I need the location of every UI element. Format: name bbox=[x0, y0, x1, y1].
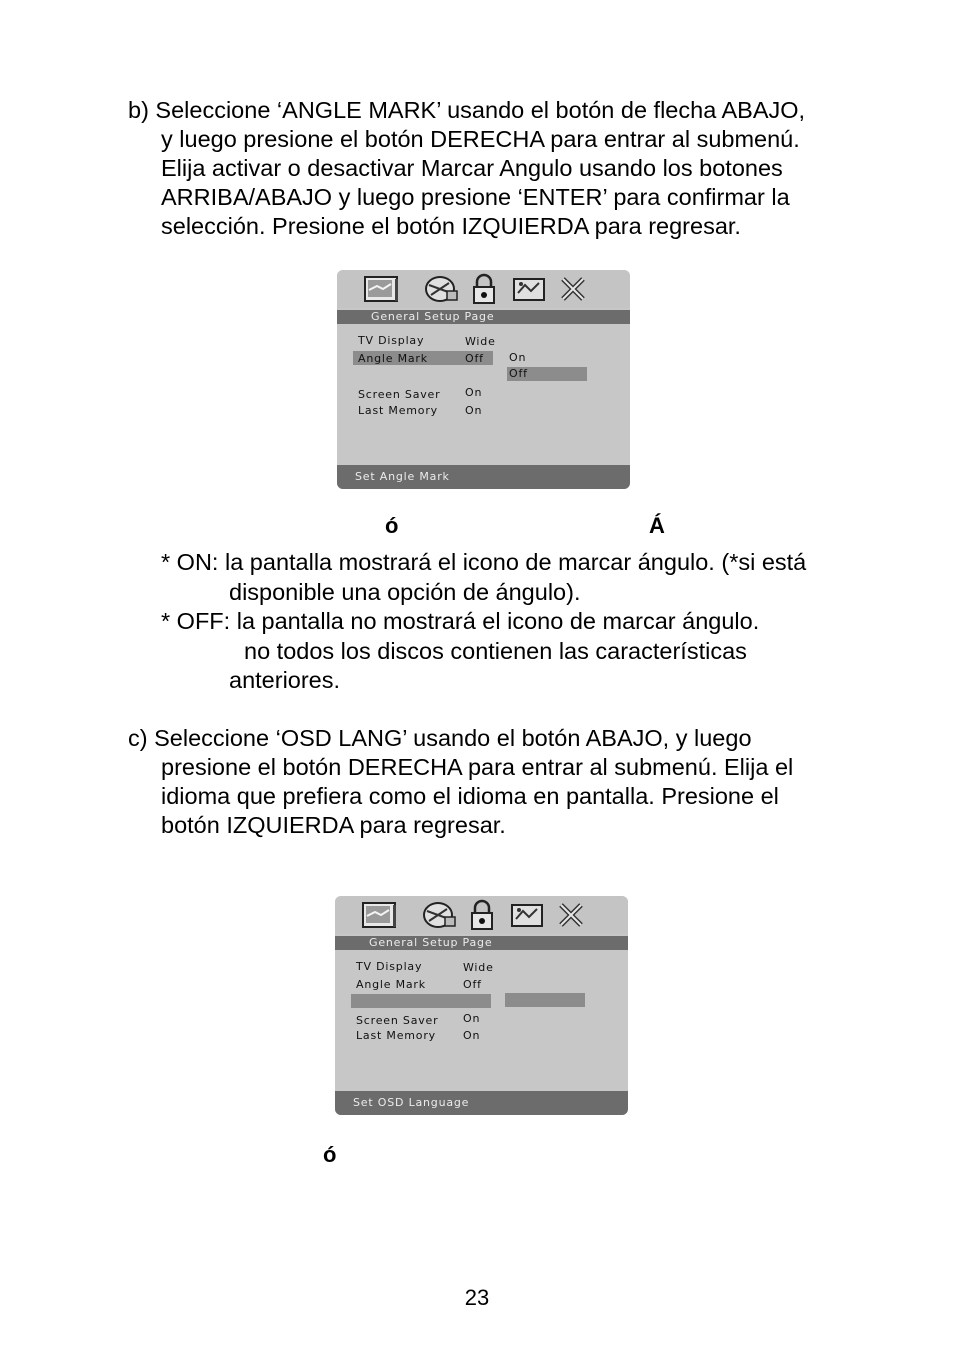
row-value-tv-display: Wide bbox=[465, 335, 496, 348]
row-label-tv-display[interactable]: TV Display bbox=[358, 334, 425, 347]
row-value-last-memory: On bbox=[465, 404, 483, 417]
row-label-screen-saver[interactable]: Screen Saver bbox=[356, 1014, 439, 1027]
osd-status-text: Set Angle Mark bbox=[355, 470, 450, 483]
row-value-screen-saver: On bbox=[465, 386, 483, 399]
section-c-line: idioma que prefiera como el idioma en pantalla. Presione el bbox=[161, 783, 779, 809]
osd-title: General Setup Page bbox=[369, 936, 493, 949]
osd-title-bar bbox=[337, 310, 630, 324]
section-c-text bbox=[128, 724, 793, 840]
row-value-angle-mark: Off bbox=[465, 352, 484, 365]
osd-menu-angle-mark bbox=[337, 270, 630, 489]
section-b-line: Elija activar o desactivar Marcar Angulo usando los botones bbox=[161, 155, 783, 181]
page-number: 23 bbox=[464, 1285, 490, 1310]
bullet-on: * ON: la pantalla mostrará el icono de marcar ángulo. (*si está bbox=[161, 549, 807, 575]
note-line: anteriores. bbox=[229, 667, 341, 693]
caption-fragment: ó bbox=[385, 513, 399, 538]
bullet-list bbox=[161, 548, 806, 696]
osd-icon-bar bbox=[337, 270, 630, 308]
osd-status-bar bbox=[335, 1091, 628, 1115]
row-value-screen-saver: On bbox=[463, 1012, 481, 1025]
section-c-line: botón IZQUIERDA para regresar. bbox=[161, 812, 506, 838]
audio-disc-icon bbox=[421, 273, 461, 305]
osd-menu-osd-language bbox=[335, 896, 628, 1115]
row-value-angle-mark: Off bbox=[463, 978, 482, 991]
osd-title-bar bbox=[335, 936, 628, 950]
osd-status-text: Set OSD Language bbox=[353, 1096, 470, 1109]
row-label-tv-display[interactable]: TV Display bbox=[356, 960, 423, 973]
osd-status-bar bbox=[337, 465, 630, 489]
submenu-highlight[interactable] bbox=[505, 993, 585, 1007]
preference-icon bbox=[509, 273, 549, 305]
section-b-text bbox=[128, 96, 805, 241]
row-label-angle-mark[interactable]: Angle Mark bbox=[358, 352, 428, 365]
section-b-line: ARRIBA/ABAJO y luego presione ‘ENTER’ para confirmar la bbox=[161, 184, 790, 210]
exit-icon bbox=[551, 899, 591, 931]
preference-icon bbox=[507, 899, 547, 931]
bullet-on-continuation: disponible una opción de ángulo). bbox=[229, 578, 581, 605]
submenu-option-off[interactable]: Off bbox=[509, 367, 528, 380]
osd-icon-bar bbox=[335, 896, 628, 934]
submenu-option-on[interactable]: On bbox=[509, 351, 527, 364]
section-b-line: y luego presione el botón DERECHA para entrar al submenú. bbox=[161, 126, 800, 152]
caption-fragment: ó bbox=[323, 1142, 337, 1167]
exit-icon bbox=[553, 273, 593, 305]
section-c-line: c) Seleccione ‘OSD LANG’ usando el botón ABAJO, y luego bbox=[128, 725, 752, 751]
audio-disc-icon bbox=[419, 899, 459, 931]
row-label-last-memory[interactable]: Last Memory bbox=[356, 1029, 436, 1042]
lock-icon bbox=[462, 899, 502, 931]
row-label-screen-saver[interactable]: Screen Saver bbox=[358, 388, 441, 401]
row-label-last-memory[interactable]: Last Memory bbox=[358, 404, 438, 417]
bullet-off: * OFF: la pantalla no mostrará el icono de marcar ángulo. bbox=[161, 608, 760, 634]
row-value-tv-display: Wide bbox=[463, 961, 494, 974]
tv-icon bbox=[361, 273, 401, 305]
row-label-angle-mark[interactable]: Angle Mark bbox=[356, 978, 426, 991]
section-b-line: selección. Presione el botón IZQUIERDA para regresar. bbox=[161, 213, 741, 239]
note-line: no todos los discos contienen las características bbox=[244, 637, 747, 664]
section-b-line: b) Seleccione ‘ANGLE MARK’ usando el botón de flecha ABAJO, bbox=[128, 97, 806, 123]
caption-fragment: Á bbox=[649, 513, 665, 538]
row-value-last-memory: On bbox=[463, 1029, 481, 1042]
tv-icon bbox=[359, 899, 399, 931]
lock-icon bbox=[464, 273, 504, 305]
section-c-line: presione el botón DERECHA para entrar al submenú. Elija el bbox=[161, 754, 794, 780]
osd-title: General Setup Page bbox=[371, 310, 495, 323]
selected-row-highlight[interactable] bbox=[351, 994, 491, 1008]
